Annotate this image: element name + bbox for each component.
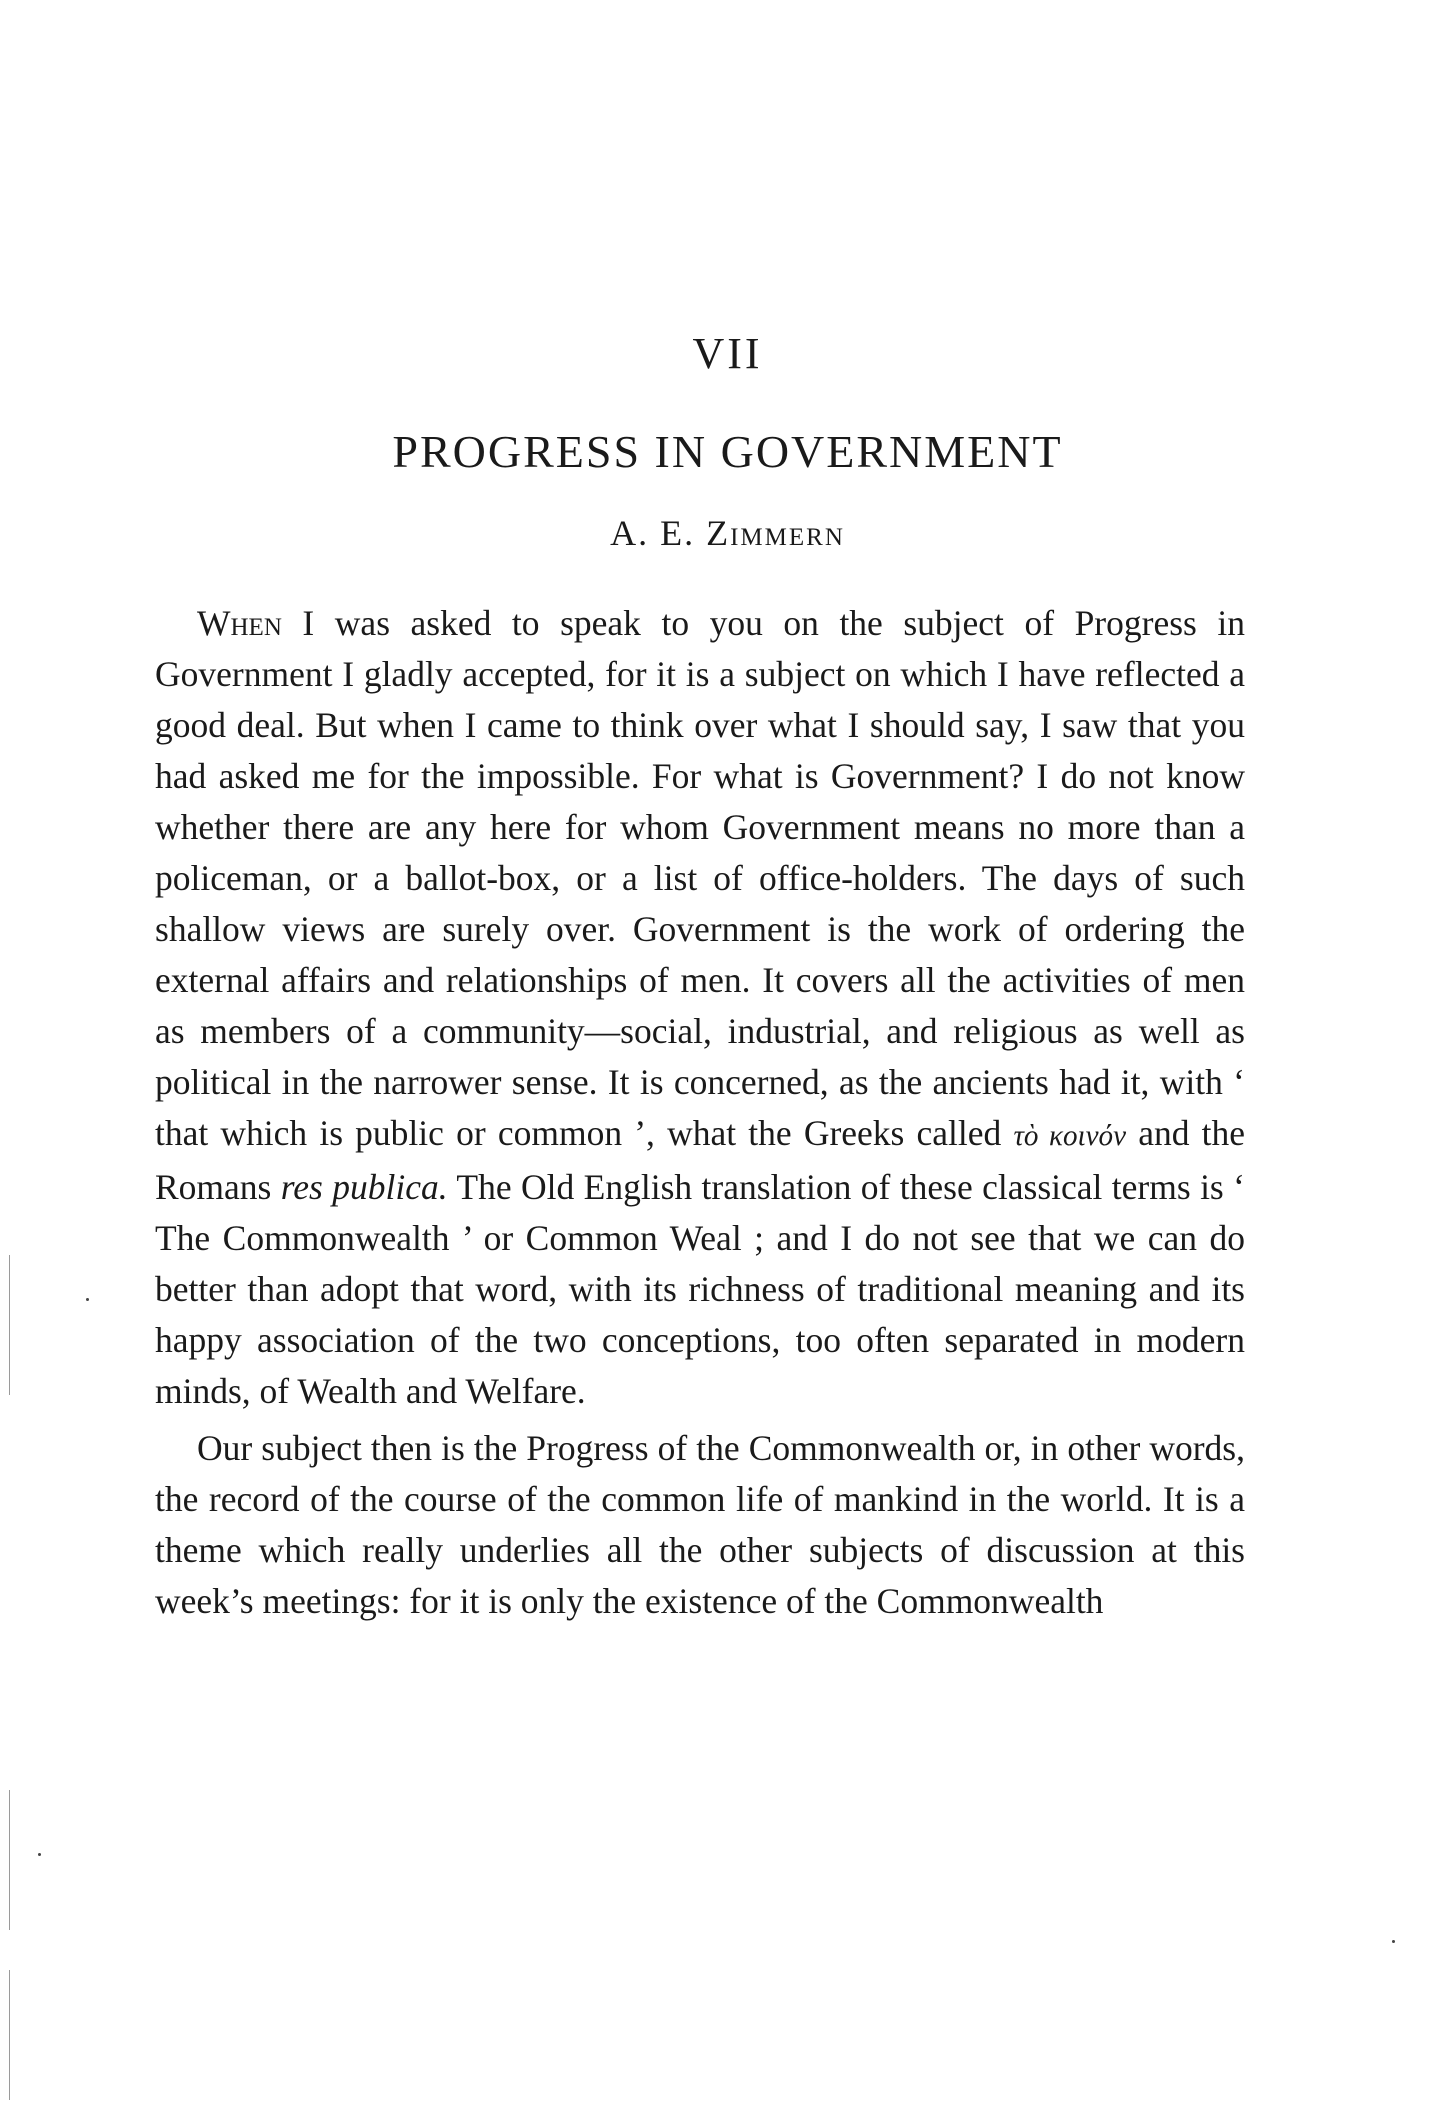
paragraph-lead-word: When	[197, 603, 282, 643]
chapter-title: PROGRESS IN GOVERNMENT	[392, 426, 1063, 477]
chapter-author	[0, 512, 1455, 554]
scan-margin-line	[9, 1970, 10, 2100]
chapter-number: VII	[692, 329, 763, 378]
scan-speck	[1392, 1940, 1395, 1943]
paragraph: Our subject then is the Progress of the Commonwealth or, in other words, the record of the course of the common life of mankind in the world. It is a theme which really underlies all the other subjects of discussion at this week’s meetings: for it is only the existence of the Commonwealth	[155, 1428, 1245, 1621]
body-text	[155, 598, 1245, 1627]
scan-margin-line	[9, 1255, 10, 1395]
paragraph-text: The Old English translation of these classical terms is ‘ The Commonwealth ’ or Common Weal ; and I do not see that we can do better than adopt that word, with its richness of traditional meaning and its happy association of the two conceptions, too often separated in modern minds, of Wealth and Welfare.	[155, 1167, 1245, 1411]
author-initials: A. E.	[610, 513, 696, 553]
paragraph-text: and the Romans	[155, 1113, 1245, 1207]
scan-speck	[38, 1853, 41, 1856]
paragraph	[155, 598, 1245, 1417]
scan-speck	[86, 1298, 89, 1301]
scan-margin-line	[9, 1790, 10, 1930]
latin-phrase: res publica.	[280, 1167, 448, 1207]
greek-phrase: τὸ κοινόν	[1013, 1120, 1127, 1152]
paragraph-text: I was asked to speak to you on the subject of Progress in Government I gladly accepted, for it is a subject on which I have reflected a good deal. But when I came to think over what I should say, I saw that you had asked me for the impossible. For what is Government? I do not know whether there are any here for whom Government means no more than a policeman, or a ballot-box, or a list of office-holders. The days of such shallow views are surely over. Government is the work of ordering the external affairs and relationships of men. It covers all the activities of men as members of a community—social, industrial, and religious as well as political in the narrower sense. It is concerned, as the ancients had it, with ‘ that which is public or common ’, what the Greeks called	[155, 603, 1245, 1153]
author-surname: Zimmern	[706, 513, 845, 553]
